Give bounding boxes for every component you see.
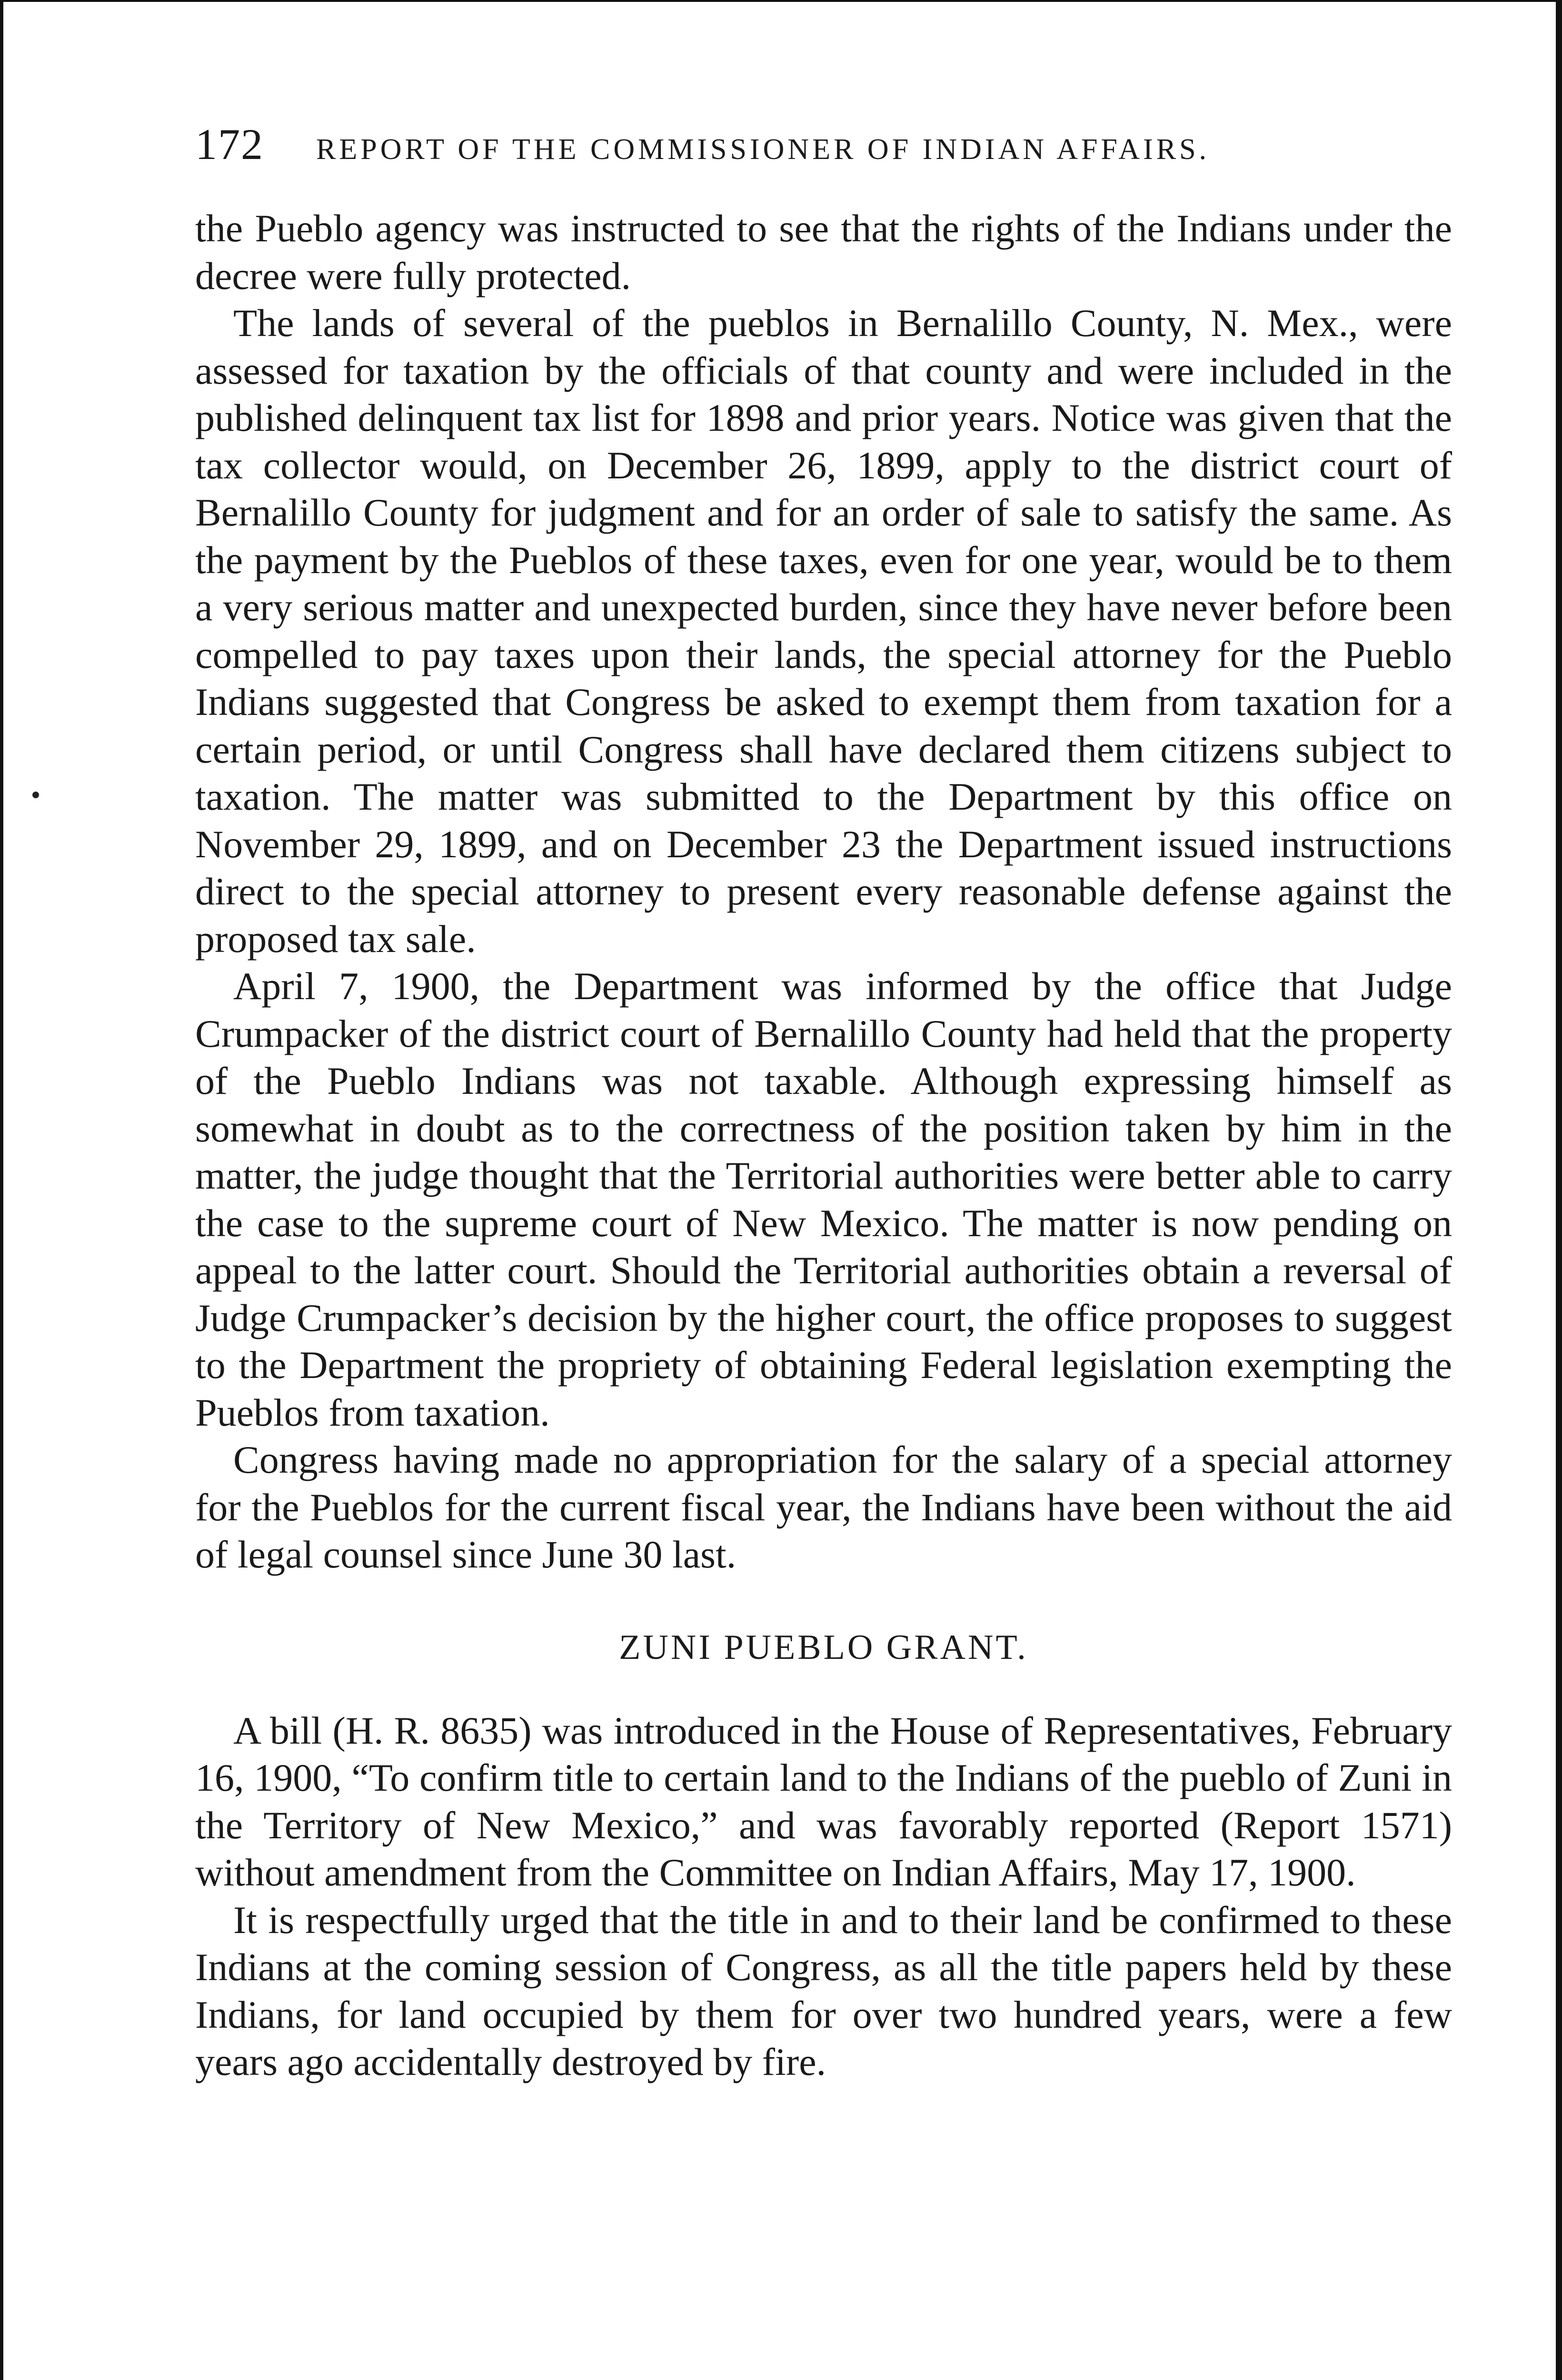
page-number: 172: [195, 120, 264, 169]
paragraph-continuation: the Pueblo agency was instructed to see that the rights of the Indians under the decree were fully protected.: [195, 207, 1452, 298]
section-heading: ZUNI PUEBLO GRANT.: [619, 1627, 1028, 1667]
paragraph-legal-counsel: Congress having made no appropriation for the salary of a special attorney for the Pueblos for the current fiscal year, the Indians have been without the aid of legal counsel since June 30 last.: [195, 1438, 1452, 1576]
running-header: [195, 119, 1452, 195]
paragraph-tax-assessment: The lands of several of the pueblos in Bernalillo County, N. Mex., were assessed for taxation by the officials of that county and were included in the published delinquent tax list for 1898 and prior years. Notice was given that the tax collector would, on December 26, 1899, apply to the district court of Bernalillo County for judgment and for an order of sale to satisfy the same. As the payment by the Pueblos of these taxes, even for one year, would be to them a very serious matter and unexpected burden, since they have never before been compelled to pay taxes upon their lands, the special attorney for the Pueblo Indians suggested that Congress be asked to exempt them from taxation for a certain period, or until Congress shall have declared them citizens subject to taxation. The matter was submitted to the Department by this office on November 29, 1899, and on December 23 the Department issued instructions direct to the special attorney to present every reasonable defense against the proposed tax sale.: [195, 301, 1452, 961]
paragraph-zuni-title: It is respectfully urged that the title in and to their land be confirmed to these Indians at the coming session of Congress, as all the title papers held by these Indians, for land occupied by them for over two hundred years, were a few years ago accidentally destroyed by fire.: [195, 1898, 1452, 2083]
running-title: REPORT OF THE COMMISSIONER OF INDIAN AFFAIRS.: [316, 133, 1210, 166]
document-page: [195, 119, 1452, 2086]
paragraph-zuni-bill: A bill (H. R. 8635) was introduced in the House of Representatives, February 16, 1900, “To confirm title to certain land to the Indians of the pueblo of Zuni in the Territory of New Mexico,” and was favorably reported (Report 1571) without amendment from the Committee on Indian Affairs, May 17, 1900.: [195, 1708, 1452, 1894]
paragraph-court-ruling: April 7, 1900, the Department was informed by the office that Judge Crumpacker of the district court of Bernalillo County had held that the property of the Pueblo Indians was not taxable. Although expressing himself as somewhat in doubt as to the correctness of the position taken by him in the matter, the judge thought that the Territorial authorities were better able to carry the case to the supreme court of New Mexico. The matter is now pending on appeal to the latter court. Should the Territorial authorities obtain a reversal of Judge Crumpacker’s decision by the higher court, the office proposes to suggest to the Department the propriety of obtaining Federal legislation exempting the Pueblos from taxation.: [195, 964, 1452, 1434]
